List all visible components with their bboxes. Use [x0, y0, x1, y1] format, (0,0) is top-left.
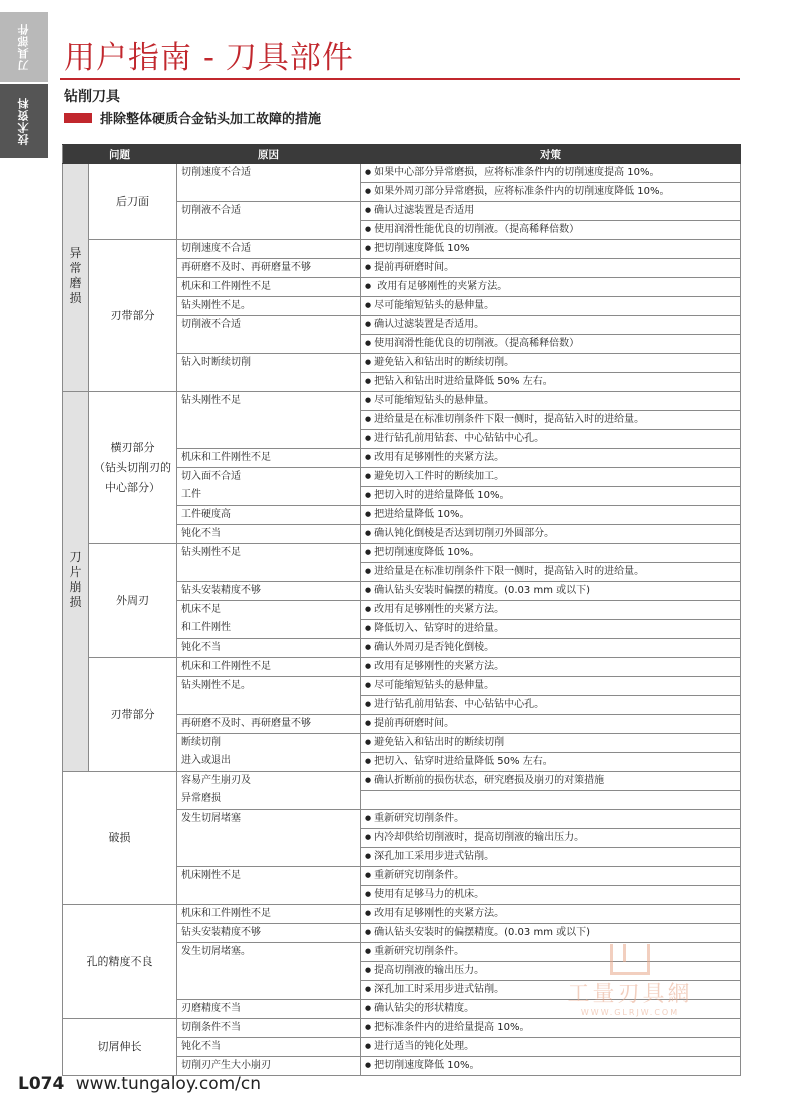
cause-cell: 再研磨不及时、再研磨量不够: [177, 259, 361, 278]
cause-cell: 发生切屑堵塞: [177, 810, 361, 867]
measure-cell: ● 使用润滑性能优良的切削液。（提高稀释倍数）: [361, 221, 741, 240]
measure-cell: ● 进给量是在标准切削条件下限一侧时，提高钻入时的进给量。: [361, 563, 741, 582]
cause-cell: 钻头刚性不足: [177, 392, 361, 449]
cause-cell: 切削液不合适: [177, 202, 361, 240]
cause-cell: 切削刃产生大小崩刃: [177, 1057, 361, 1076]
measure-cell: ● 确认钻头安装时的偏摆精度。(0.03 mm 或以下): [361, 924, 741, 943]
subcategory-cell: 横刃部分 （钻头切削刃的 中心部分）: [89, 392, 177, 544]
measure-cell: ● 使用有足够马力的机床。: [361, 886, 741, 905]
cause-cell: 机床和工件刚性不足: [177, 449, 361, 468]
subsection-title: 排除整体硬质合金钻头加工故障的措施: [100, 112, 322, 127]
cause-cell: 切削速度不合适: [177, 164, 361, 202]
cause-cell: 机床和工件刚性不足: [177, 658, 361, 677]
cause-cell: 钻头刚性不足。: [177, 677, 361, 715]
cause-cell: 切入面不合适 工件: [177, 468, 361, 506]
table-header-row: [63, 145, 741, 164]
measure-cell: ● 进行钻孔前用钻套、中心钻钻中心孔。: [361, 430, 741, 449]
cause-cell: 切削速度不合适: [177, 240, 361, 259]
measure-cell: ● 把切入、钻穿时进给量降低 50% 左右。: [361, 753, 741, 772]
measure-cell: ● 重新研究切削条件。: [361, 943, 741, 962]
cause-cell: 钻头刚性不足。: [177, 297, 361, 316]
cause-cell: 钻入时断续切削: [177, 354, 361, 392]
side-tab-technical-data[interactable]: [0, 84, 48, 158]
measure-cell: ● 深孔加工时采用步进式钻削。: [361, 981, 741, 1000]
cause-cell: 钝化不当: [177, 525, 361, 544]
measure-cell: ● 提前再研磨时间。: [361, 715, 741, 734]
side-tab-label: 技术资料: [17, 97, 30, 145]
measure-cell: ● 降低切入、钻穿时的进给量。: [361, 620, 741, 639]
table-row: [63, 772, 741, 791]
measure-cell: ● 避免切入工件时的断续加工。: [361, 468, 741, 487]
header-measure: 对策: [361, 145, 741, 164]
cause-cell: 容易产生崩刃及 异常磨损: [177, 772, 361, 810]
footer: [18, 1074, 261, 1094]
table-row: [63, 1019, 741, 1038]
measure-cell: ● 尽可能缩短钻头的悬伸量。: [361, 297, 741, 316]
cause-cell: 刃磨精度不当: [177, 1000, 361, 1019]
table-row: [63, 905, 741, 924]
watermark-text: 工量刃具網: [567, 982, 693, 1007]
footer-url[interactable]: www.tungaloy.com/cn: [75, 1074, 262, 1094]
side-tab-label: 刀具部件: [17, 23, 30, 71]
cause-cell: 钻头安装精度不够: [177, 582, 361, 601]
measure-cell: ● 进行适当的钝化处理。: [361, 1038, 741, 1057]
cause-cell: 钝化不当: [177, 639, 361, 658]
measure-cell: ● 内冷却供给切削液时，提高切削液的输出压力。: [361, 829, 741, 848]
measure-cell: ● 改用有足够刚性的夹紧方法。: [361, 278, 741, 297]
measure-cell: ● 提高切削液的输出压力。: [361, 962, 741, 981]
measure-cell: ● 如果中心部分异常磨损，应将标准条件内的切削速度提高 10%。: [361, 164, 741, 183]
measure-cell: ● 深孔加工采用步进式钻削。: [361, 848, 741, 867]
cause-cell: 钻头刚性不足: [177, 544, 361, 582]
cause-cell: 工件硬度高: [177, 506, 361, 525]
measure-cell: ● 把切入时的进给量降低 10%。: [361, 487, 741, 506]
measure-cell: ● 把进给量降低 10%。: [361, 506, 741, 525]
measure-cell: ● 把切削速度降低 10%。: [361, 544, 741, 563]
subcategory-cell: 后刀面: [89, 164, 177, 240]
measure-cell: ● 尽可能缩短钻头的悬伸量。: [361, 392, 741, 411]
table-row: [63, 164, 741, 183]
cause-cell: 钻头安装精度不够: [177, 924, 361, 943]
measure-cell: ● 避免钻入和钻出时的断续切削: [361, 734, 741, 753]
measure-cell: ● 尽可能缩短钻头的悬伸量。: [361, 677, 741, 696]
measure-cell: ● 把标准条件内的进给量提高 10%。: [361, 1019, 741, 1038]
measure-cell: ● 确认钻尖的形状精度。: [361, 1000, 741, 1019]
problem-cell: 破损: [63, 772, 177, 905]
measure-cell: ● 确认过滤装置是否适用。: [361, 316, 741, 335]
subcategory-cell: 刃带部分: [89, 240, 177, 392]
category-cell: 刀片崩损: [63, 392, 89, 772]
measure-cell: ● 改用有足够刚性的夹紧方法。: [361, 449, 741, 468]
measure-cell: ● 如果外周刃部分异常磨损，应将标准条件内的切削速度降低 10%。: [361, 183, 741, 202]
cause-cell: 再研磨不及时、再研磨量不够: [177, 715, 361, 734]
cause-cell: 发生切屑堵塞。: [177, 943, 361, 1000]
side-tab-cutting-tools[interactable]: [0, 12, 48, 82]
measure-cell: ● 改用有足够刚性的夹紧方法。: [361, 905, 741, 924]
measure-cell: ● 确认过滤装置是否适用: [361, 202, 741, 221]
measure-cell: ● 进行钻孔前用钻套、中心钻钻中心孔。: [361, 696, 741, 715]
page-number: L074: [18, 1074, 65, 1094]
table-row: [63, 392, 741, 411]
measure-cell: ● 把钻入和钻出时进给量降低 50% 左右。: [361, 373, 741, 392]
table-row: [63, 658, 741, 677]
table-row: [63, 544, 741, 563]
measure-cell: ● 重新研究切削条件。: [361, 810, 741, 829]
cause-cell: 断续切削 进入或退出: [177, 734, 361, 772]
measure-cell: ● 确认外周刃是否钝化倒棱。: [361, 639, 741, 658]
watermark-url: WWW.GLRJW.COM: [580, 1008, 680, 1017]
watermark: [545, 944, 715, 1017]
measure-cell: ● 改用有足够刚性的夹紧方法。: [361, 601, 741, 620]
page-title: 用户指南 - 刀具部件: [64, 40, 354, 76]
measure-cell: ● 进给量是在标准切削条件下限一侧时，提高钻入时的进给量。: [361, 411, 741, 430]
subcategory-cell: 刃带部分: [89, 658, 177, 772]
measure-cell: ● 确认钝化倒棱是否达到切削刃外圆部分。: [361, 525, 741, 544]
measure-cell: ● 改用有足够刚性的夹紧方法。: [361, 658, 741, 677]
cause-cell: 切削液不合适: [177, 316, 361, 354]
problem-cell: 孔的精度不良: [63, 905, 177, 1019]
category-cell: 异常磨损: [63, 164, 89, 392]
measure-cell: ● 把切削速度降低 10%。: [361, 1057, 741, 1076]
measure-cell: ● 使用润滑性能优良的切削液。（提高稀释倍数）: [361, 335, 741, 354]
measure-cell: [361, 791, 741, 810]
cause-cell: 机床不足 和工件刚性: [177, 601, 361, 639]
measure-cell: ● 确认钻头安装时偏摆的精度。(0.03 mm 或以下): [361, 582, 741, 601]
measure-cell: ● 把切削速度降低 10%: [361, 240, 741, 259]
title-divider: [60, 78, 740, 80]
header-problem: 问题: [63, 145, 177, 164]
troubleshooting-table: [62, 144, 741, 1076]
measure-cell: ● 确认折断前的损伤状态，研究磨损及崩刃的对策措施: [361, 772, 741, 791]
section-title: 钻削刀具: [64, 89, 120, 105]
cause-cell: 机床刚性不足: [177, 867, 361, 905]
cause-cell: 钝化不当: [177, 1038, 361, 1057]
cause-cell: 机床和工件刚性不足: [177, 905, 361, 924]
measure-cell: ● 避免钻入和钻出时的断续切削。: [361, 354, 741, 373]
watermark-logo-icon: [610, 944, 650, 975]
header-cause: 原因: [177, 145, 361, 164]
measure-cell: ● 重新研究切削条件。: [361, 867, 741, 886]
measure-cell: ● 提前再研磨时间。: [361, 259, 741, 278]
cause-cell: 机床和工件刚性不足: [177, 278, 361, 297]
red-marker-bar: [64, 113, 92, 123]
subcategory-cell: 外周刃: [89, 544, 177, 658]
problem-cell: 切屑伸长: [63, 1019, 177, 1076]
table-row: [63, 240, 741, 259]
subsection-heading: [64, 108, 321, 127]
cause-cell: 切削条件不当: [177, 1019, 361, 1038]
